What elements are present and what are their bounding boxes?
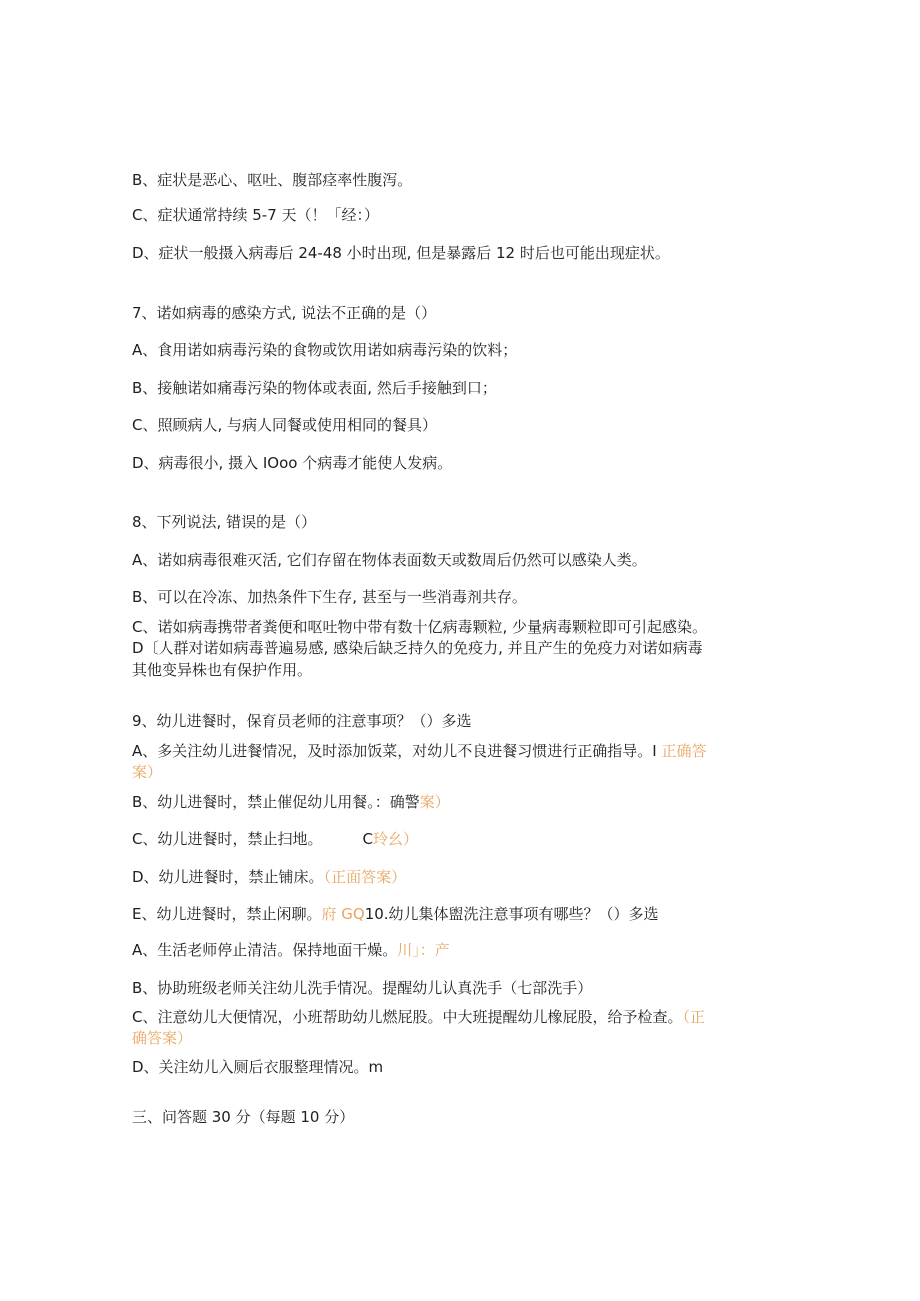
option-text: D〔人群对诺如病毒普遍易感, 感染后缺乏持久的免疫力, 并且产生的免疫力对诺如病毒	[132, 639, 703, 657]
question-10-option-c-continued	[132, 1028, 812, 1048]
option-text: B、幼儿进餐时，禁止催促幼儿用餐。：确警	[132, 793, 420, 811]
question-7-option-b	[132, 378, 812, 398]
option-text: 其他变异株也有保护作用。	[132, 661, 313, 679]
option-text: B、可以在冷冻、加热条件下生存, 甚至与一些消毒剂共存。	[132, 588, 527, 606]
question-9-stem	[132, 711, 812, 731]
option-text: D、症状一般摄入病毒后 24-48 小时出现, 但是暴露后 12 时后也可能出现症状。	[132, 244, 670, 262]
question-9-option-a-continued	[132, 762, 812, 782]
question-7-option-a	[132, 340, 812, 360]
question-text: 7、诺如病毒的感染方式, 说法不正确的是（）	[132, 304, 437, 322]
option-text: C、症状通常持续 5-7 天（！「经：）	[132, 206, 380, 224]
option-text: D、幼儿进餐时，禁止铺床。	[132, 868, 324, 886]
answer-mark: 案）	[419, 793, 450, 811]
option-text: B、症状是恶心、呕吐、腹部痉率性腹泻。	[132, 171, 413, 189]
answer-mark: 案）	[132, 763, 163, 781]
option-text: D、病毒很小, 摄入 IOoo 个病毒才能使人发病。	[132, 454, 453, 472]
question-10-option-b	[132, 978, 812, 998]
option-text: C、注意幼儿大便情况，小班帮助幼儿燃屁股。中大班提醒幼儿橡屁股，给予检查。	[132, 1008, 683, 1026]
section-title: 三、问答题 30 分（每题 10 分）	[132, 1108, 355, 1126]
section-3-heading	[132, 1107, 812, 1127]
question-9-option-e-and-question-10-stem	[132, 904, 812, 924]
question-8-option-a	[132, 550, 812, 570]
answer-mark: （正	[682, 1008, 705, 1026]
question-9-option-d	[132, 867, 812, 887]
question-8-option-c	[132, 617, 812, 637]
question-text: 8、下列说法, 错误的是（）	[132, 513, 317, 531]
question-8-option-d	[132, 638, 812, 658]
option-text: C、照顾病人, 与病人同餐或使用相同的餐具）	[132, 416, 438, 434]
question-text: 9、幼儿进餐时，保育员老师的注意事项？（）多选	[132, 712, 472, 730]
question-8-stem	[132, 512, 812, 532]
option-text: A、生活老师停止清洁。保持地面干燥。	[132, 941, 398, 959]
question-10-option-c	[132, 1007, 812, 1027]
question-9-option-b	[132, 792, 812, 812]
option-text: D、关注幼儿入厕后衣服整理情况。m	[132, 1058, 384, 1076]
answer-mark: 确答案）	[132, 1029, 193, 1047]
option-text: B、接触诺如痛毒污染的物体或表面, 然后手接触到口；	[132, 379, 497, 397]
question-7-option-c	[132, 415, 812, 435]
question-7-stem	[132, 303, 812, 323]
answer-mark: （正面答案）	[323, 868, 407, 886]
answer-mark: 府 GQ	[321, 905, 365, 923]
question-7-option-d	[132, 453, 812, 473]
question-8-option-b	[132, 587, 812, 607]
question-8-option-d-continued	[132, 660, 812, 680]
stray-letter: C	[362, 830, 373, 848]
answer-mark: 川」：产	[397, 941, 450, 959]
question-10-option-d	[132, 1057, 812, 1077]
question-10-option-a	[132, 940, 812, 960]
question-text: 10.幼儿集体盥洗注意事项有哪些？（）多选	[364, 905, 659, 923]
option-text: A、多关注幼儿进餐情况，及时添加饭菜，对幼儿不良进餐习惯进行正确指导。I	[132, 742, 662, 760]
question-6-option-d	[132, 243, 812, 263]
option-text: E、幼儿进餐时，禁止闲聊。	[132, 905, 322, 923]
answer-mark: 正确答	[661, 742, 707, 760]
question-9-option-a	[132, 741, 812, 761]
option-text: A、食用诺如病毒污染的食物或饮用诺如病毒污染的饮料；	[132, 341, 518, 359]
option-text: C、幼儿进餐时，禁止扫地。	[132, 830, 323, 848]
question-6-option-b	[132, 170, 812, 190]
question-9-option-c	[132, 829, 812, 849]
question-6-option-c	[132, 205, 812, 225]
option-text: A、诺如病毒很难灭活, 它们存留在物体表面数天或数周后仍然可以感染人类。	[132, 551, 647, 569]
answer-mark: 玲幺）	[372, 830, 418, 848]
option-text: B、协助班级老师关注幼儿洗手情况。提醒幼儿认真洗手（七部洗手）	[132, 979, 593, 997]
option-text: C、诺如病毒携带者粪便和呕吐物中带有数十亿病毒颗粒, 少量病毒颗粒即可引起感染。	[132, 618, 708, 636]
